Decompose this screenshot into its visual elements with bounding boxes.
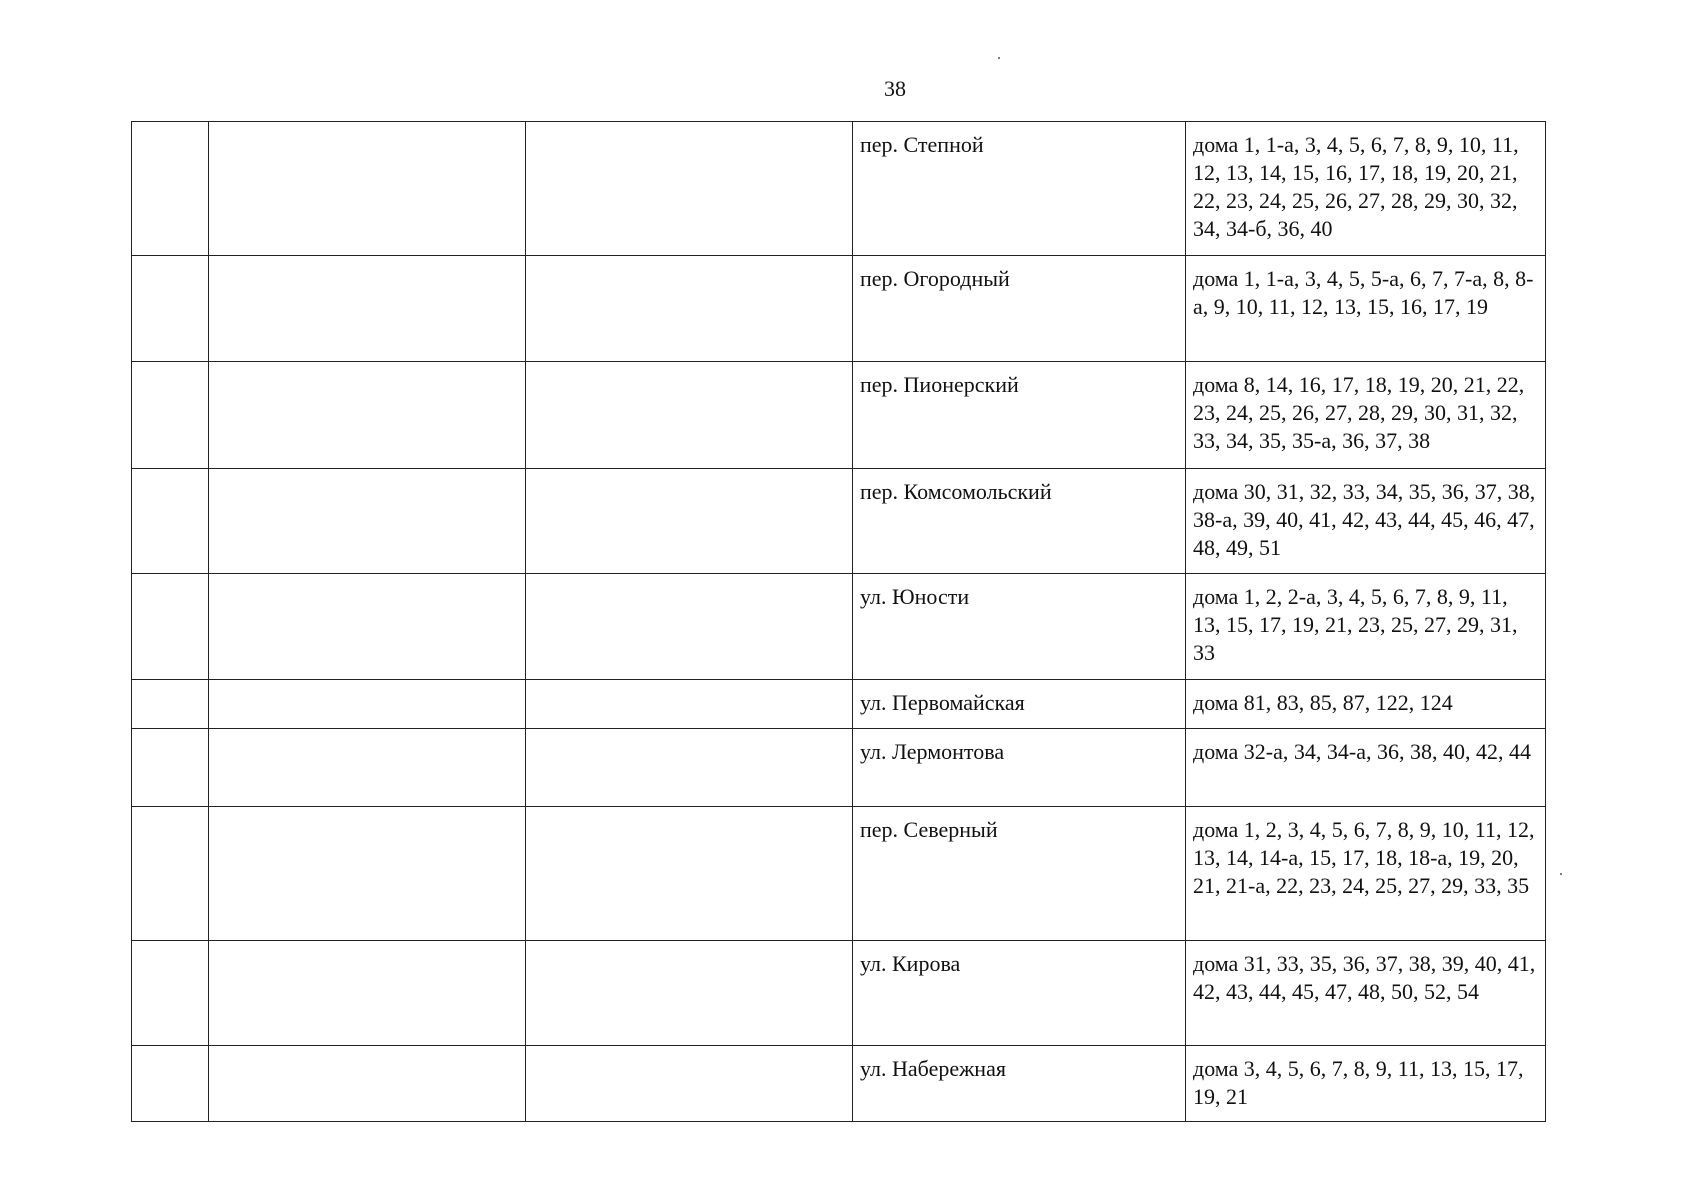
table-row bbox=[132, 729, 1546, 807]
district-cell bbox=[209, 729, 526, 807]
number-cell bbox=[132, 574, 209, 680]
street-cell: пер. Северный bbox=[853, 807, 1186, 941]
table-row bbox=[132, 680, 1546, 729]
table-row bbox=[132, 941, 1546, 1046]
houses-cell: дома 1, 1-а, 3, 4, 5, 5-а, 6, 7, 7-а, 8, 8-а, 9, 10, 11, 12, 13, 15, 16, 17, 19 bbox=[1186, 256, 1546, 362]
street-cell: ул. Лермонтова bbox=[853, 729, 1186, 807]
district-cell bbox=[209, 362, 526, 469]
street-cell: пер. Комсомольский bbox=[853, 469, 1186, 574]
table-row bbox=[132, 574, 1546, 680]
settlement-cell bbox=[526, 941, 853, 1046]
scan-speck bbox=[998, 57, 1000, 59]
table-row bbox=[132, 807, 1546, 941]
settlement-cell bbox=[526, 469, 853, 574]
settlement-cell bbox=[526, 807, 853, 941]
table-row bbox=[132, 362, 1546, 469]
houses-cell: дома 32-а, 34, 34-а, 36, 38, 40, 42, 44 bbox=[1186, 729, 1546, 807]
houses-cell: дома 1, 1-а, 3, 4, 5, 6, 7, 8, 9, 10, 11, 12, 13, 14, 15, 16, 17, 18, 19, 20, 21, 22, 23, 24, 25, 26, 27, 28, 29, 30, 32, 34, 34-б, 36, 40 bbox=[1186, 122, 1546, 256]
street-cell: ул. Кирова bbox=[853, 941, 1186, 1046]
settlement-cell bbox=[526, 256, 853, 362]
district-cell bbox=[209, 807, 526, 941]
street-cell: пер. Степной bbox=[853, 122, 1186, 256]
settlement-cell bbox=[526, 362, 853, 469]
houses-cell: дома 1, 2, 3, 4, 5, 6, 7, 8, 9, 10, 11, 12, 13, 14, 14-а, 15, 17, 18, 18-а, 19, 20, 21, 21-а, 22, 23, 24, 25, 27, 29, 33, 35 bbox=[1186, 807, 1546, 941]
houses-cell: дома 30, 31, 32, 33, 34, 35, 36, 37, 38, 38-а, 39, 40, 41, 42, 43, 44, 45, 46, 47, 48, 49, 51 bbox=[1186, 469, 1546, 574]
number-cell bbox=[132, 362, 209, 469]
number-cell bbox=[132, 1046, 209, 1122]
settlement-cell bbox=[526, 122, 853, 256]
settlement-cell bbox=[526, 729, 853, 807]
street-cell: пер. Огородный bbox=[853, 256, 1186, 362]
address-table bbox=[131, 121, 1546, 1122]
houses-cell: дома 81, 83, 85, 87, 122, 124 bbox=[1186, 680, 1546, 729]
number-cell bbox=[132, 807, 209, 941]
houses-cell: дома 31, 33, 35, 36, 37, 38, 39, 40, 41, 42, 43, 44, 45, 47, 48, 50, 52, 54 bbox=[1186, 941, 1546, 1046]
number-cell bbox=[132, 122, 209, 256]
houses-cell: дома 3, 4, 5, 6, 7, 8, 9, 11, 13, 15, 17, 19, 21 bbox=[1186, 1046, 1546, 1122]
district-cell bbox=[209, 680, 526, 729]
number-cell bbox=[132, 469, 209, 574]
table-row bbox=[132, 256, 1546, 362]
street-cell: ул. Юности bbox=[853, 574, 1186, 680]
street-cell: ул. Первомайская bbox=[853, 680, 1186, 729]
houses-cell: дома 8, 14, 16, 17, 18, 19, 20, 21, 22, 23, 24, 25, 26, 27, 28, 29, 30, 31, 32, 33, 34, 35, 35-а, 36, 37, 38 bbox=[1186, 362, 1546, 469]
number-cell bbox=[132, 941, 209, 1046]
table-row bbox=[132, 1046, 1546, 1122]
number-cell bbox=[132, 256, 209, 362]
settlement-cell bbox=[526, 574, 853, 680]
table-row bbox=[132, 469, 1546, 574]
district-cell bbox=[209, 1046, 526, 1122]
district-cell bbox=[209, 941, 526, 1046]
district-cell bbox=[209, 122, 526, 256]
district-cell bbox=[209, 574, 526, 680]
houses-cell: дома 1, 2, 2-а, 3, 4, 5, 6, 7, 8, 9, 11, 13, 15, 17, 19, 21, 23, 25, 27, 29, 31, 33 bbox=[1186, 574, 1546, 680]
table-row bbox=[132, 122, 1546, 256]
number-cell bbox=[132, 729, 209, 807]
street-cell: ул. Набережная bbox=[853, 1046, 1186, 1122]
district-cell bbox=[209, 256, 526, 362]
scan-speck bbox=[1560, 873, 1562, 875]
district-cell bbox=[209, 469, 526, 574]
number-cell bbox=[132, 680, 209, 729]
settlement-cell bbox=[526, 1046, 853, 1122]
street-cell: пер. Пионерский bbox=[853, 362, 1186, 469]
page-number: 38 bbox=[884, 76, 906, 101]
settlement-cell bbox=[526, 680, 853, 729]
